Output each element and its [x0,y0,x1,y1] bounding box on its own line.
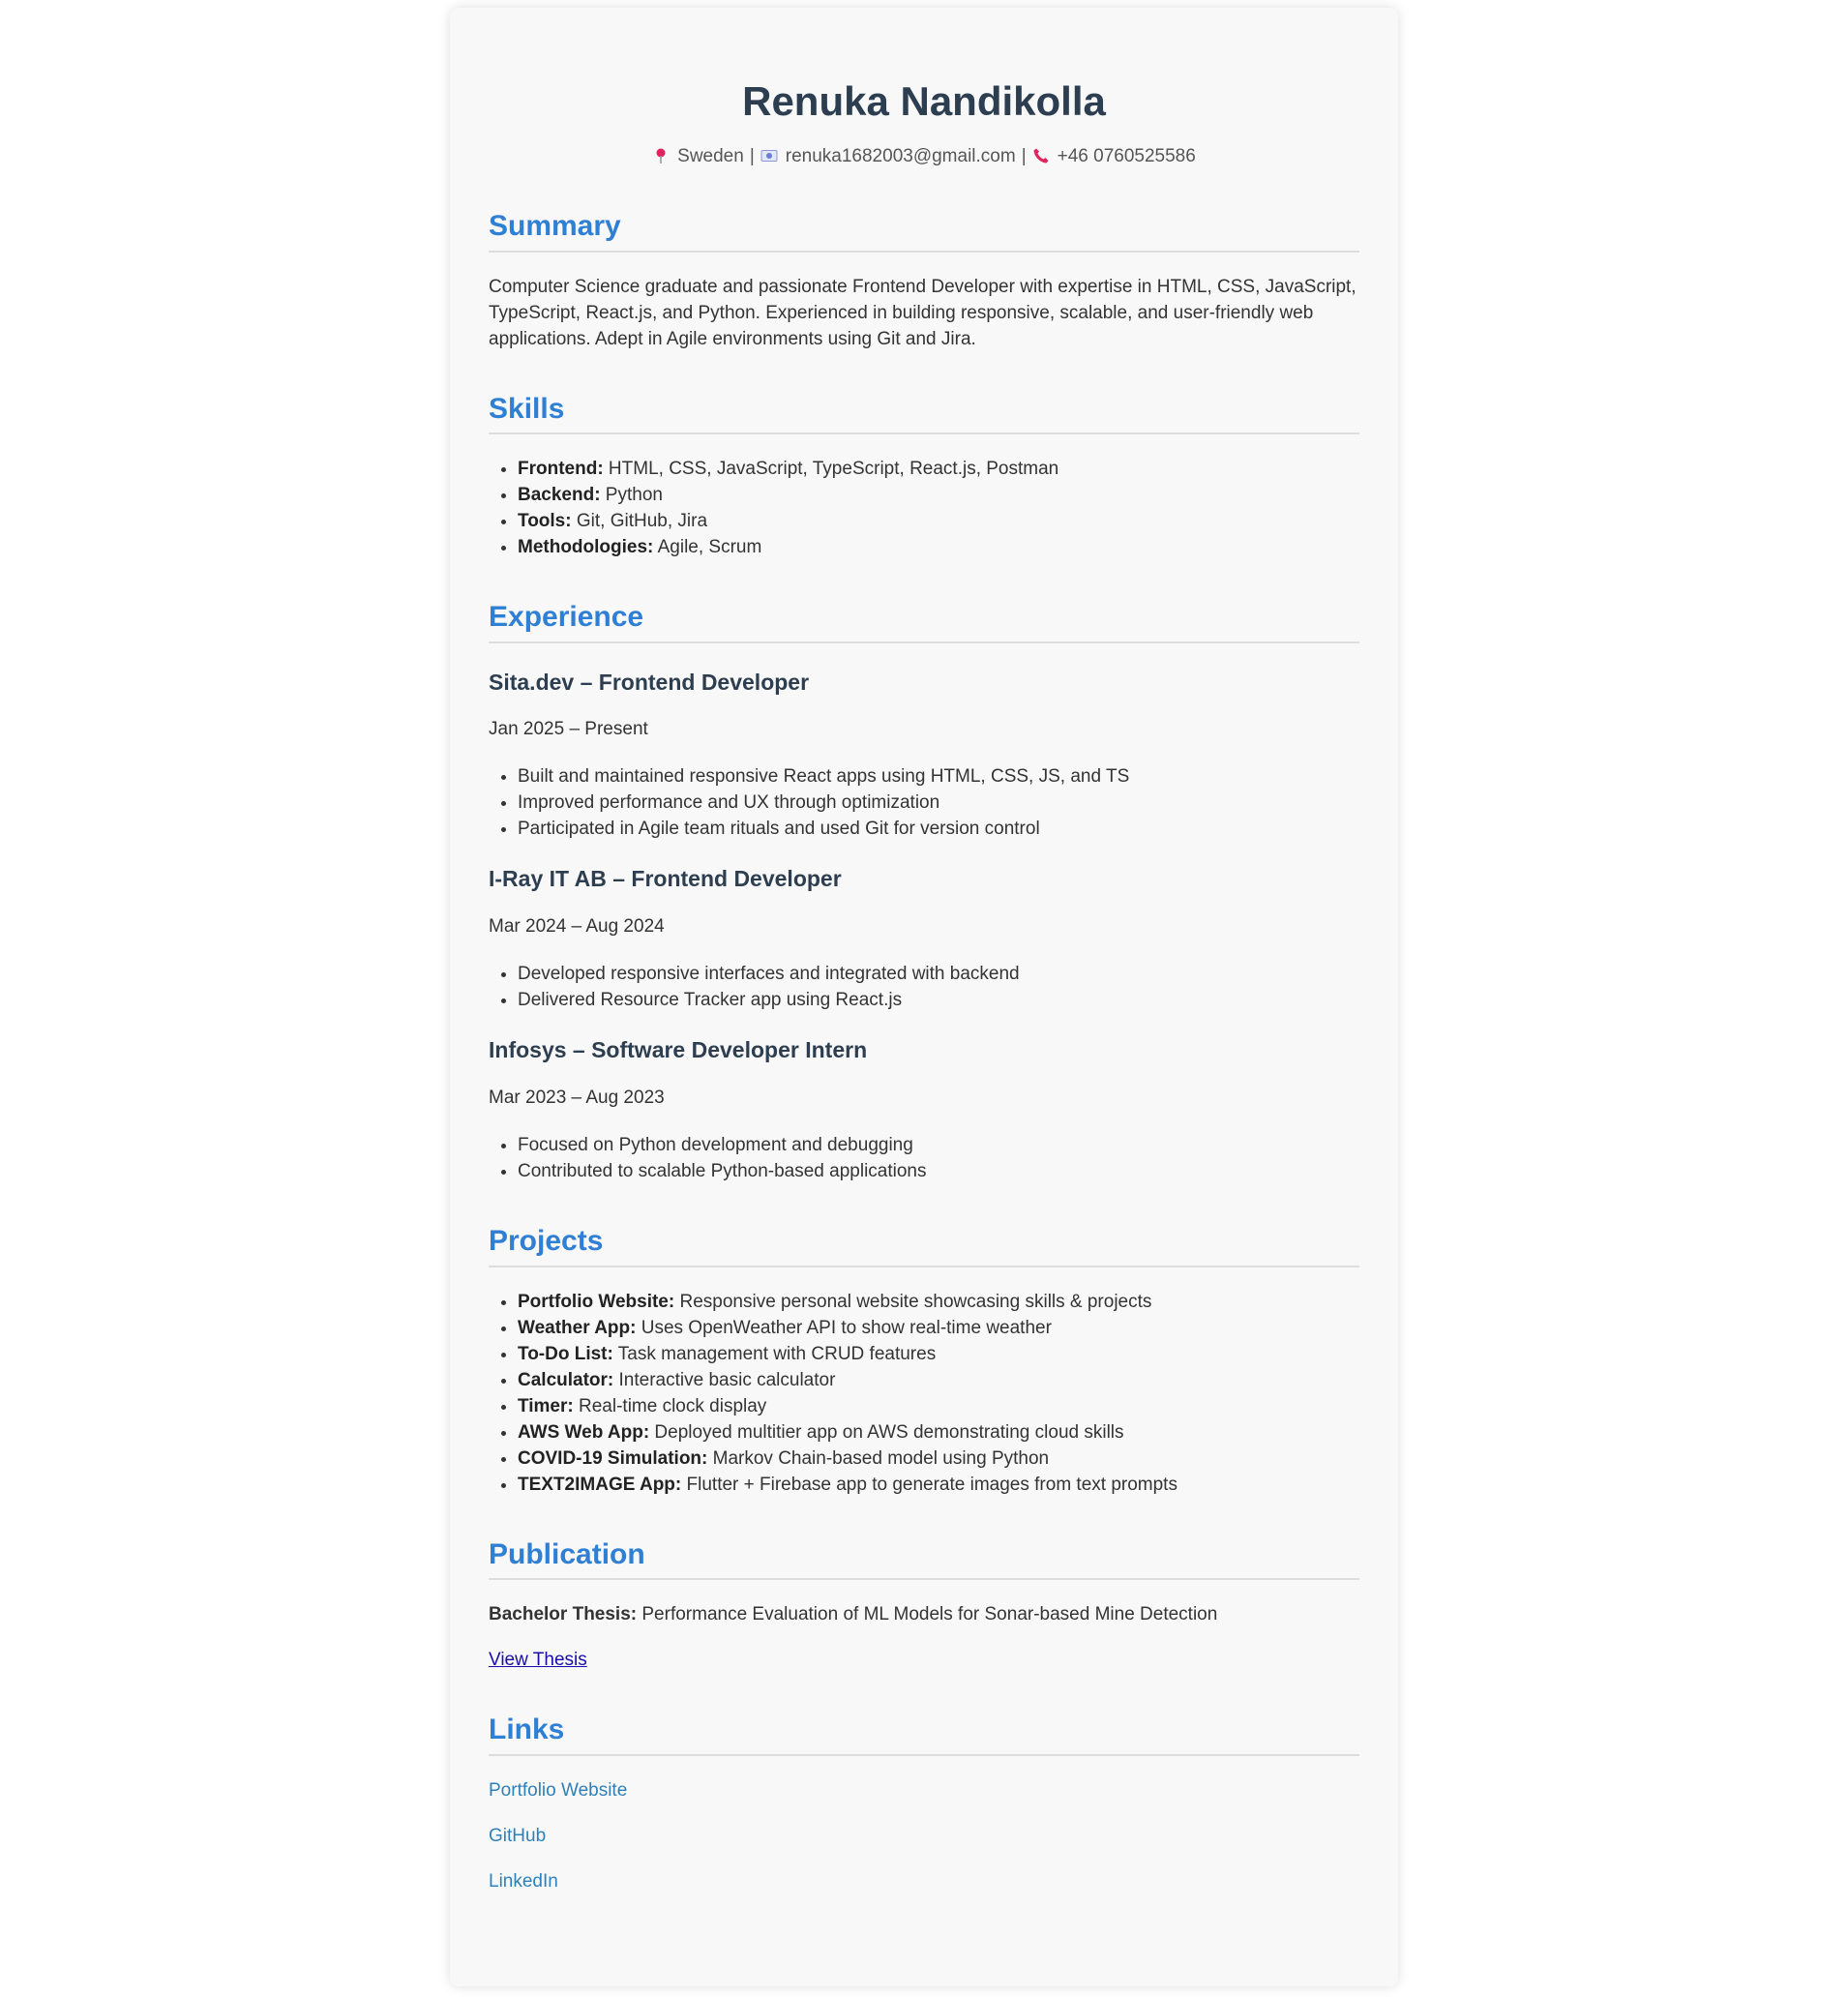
list-item: • Developed responsive interfaces and integrated with backend [518,961,1359,987]
contact-line [489,145,1359,169]
list-item [518,1341,1359,1367]
contact-separator: | [1021,146,1027,167]
projects-list [489,1289,1359,1498]
list-item [518,1419,1359,1446]
skill-label: Backend: [518,485,601,506]
list-item: • Delivered Resource Tracker app using React.js [518,987,1359,1013]
job-date: Mar 2023 – Aug 2023 [489,1088,665,1109]
list-item: • Improved performance and UX through optimization [518,790,1359,816]
job-date: Mar 2024 – Aug 2024 [489,916,665,938]
email-text[interactable]: renuka1682003@gmail.com [785,146,1016,167]
job-bullets [489,763,1359,842]
project-label: Weather App: [518,1317,637,1338]
skill-value: Python [600,485,663,506]
skill-label: Tools: [518,511,572,532]
publication-value: Performance Evaluation of ML Models for Sonar-based Mine Detection [637,1604,1218,1625]
job-title: Infosys – Software Developer Intern [489,1037,868,1063]
section-title-experience: Experience [489,599,1359,643]
email-icon [760,147,778,164]
skill-label: Frontend: [518,459,604,480]
job-title: Sita.dev – Frontend Developer [489,669,810,695]
list-item [518,1315,1359,1341]
publication-label: Bachelor Thesis: [489,1604,638,1625]
section-title-summary: Summary [489,208,1359,253]
skill-value: Agile, Scrum [653,537,762,558]
project-label: AWS Web App: [518,1421,650,1443]
view-thesis-link[interactable]: View Thesis [489,1650,587,1671]
section-title-projects: Projects [489,1223,1359,1267]
list-item: • Contributed to scalable Python-based applications [518,1158,1359,1184]
contact-separator: | [749,146,755,167]
github-link[interactable]: GitHub [489,1825,547,1846]
project-value: Task management with CRUD features [612,1343,937,1364]
list-item [518,1393,1359,1419]
project-value: Flutter + Firebase app to generate images from text prompts [681,1474,1177,1495]
list-item [518,1472,1359,1498]
project-label: COVID-19 Simulation: [518,1447,708,1469]
skill-label: Methodologies: [518,537,654,558]
skill-value: Git, GitHub, Jira [571,511,708,532]
project-value: Deployed multitier app on AWS demonstrating cloud skills [649,1421,1124,1443]
pin-icon [652,147,670,164]
job-title: I-Ray IT AB – Frontend Developer [489,866,842,892]
list-item [518,1367,1359,1393]
skills-list [489,456,1359,560]
section-title-links: Links [489,1712,1359,1756]
project-value: Uses OpenWeather API to show real-time weather [636,1317,1052,1338]
project-label: TEXT2IMAGE App: [518,1474,682,1495]
publication-text [489,1601,1359,1627]
job-date: Jan 2025 – Present [489,719,648,740]
project-value: Responsive personal website showcasing skills & projects [674,1291,1152,1312]
project-value: Interactive basic calculator [613,1369,836,1390]
linkedin-link[interactable]: LinkedIn [489,1870,558,1892]
project-value: Markov Chain-based model using Python [707,1447,1050,1469]
project-label: Calculator: [518,1369,614,1390]
list-item: • Participated in Agile team rituals and used Git for version control [518,816,1359,842]
phone-icon [1032,147,1050,164]
list-item [518,456,1359,482]
resume-card [450,8,1398,1986]
list-item: • Focused on Python development and debugging [518,1132,1359,1158]
project-label: To-Do List: [518,1343,613,1364]
portfolio-website-link[interactable]: Portfolio Website [489,1779,628,1801]
phone-text[interactable]: +46 0760525586 [1057,146,1196,167]
section-title-skills: Skills [489,391,1359,435]
summary-text: Computer Science graduate and passionate Frontend Developer with expertise in HTML, CSS, JavaScript, TypeScript, React.js, and Python. Experienced in building responsive, scalable, and user-friendly web applications. Adept in Agile environments using Git and Jira. [489,276,1356,349]
project-label: Portfolio Website: [518,1291,675,1312]
list-item [518,482,1359,508]
list-item [518,1289,1359,1315]
list-item [518,1446,1359,1472]
location-text: Sweden [677,146,744,167]
skill-value: HTML, CSS, JavaScript, TypeScript, React.js, Postman [603,459,1059,480]
list-item [518,534,1359,560]
job-bullets [489,961,1359,1013]
project-value: Real-time clock display [573,1395,767,1416]
resume-name: Renuka Nandikolla [742,78,1106,124]
project-label: Timer: [518,1395,574,1416]
job-bullets [489,1132,1359,1184]
list-item [518,508,1359,534]
list-item: • Built and maintained responsive React apps using HTML, CSS, JS, and TS [518,763,1359,790]
section-title-publication: Publication [489,1536,1359,1581]
links-list [489,1777,1359,1894]
